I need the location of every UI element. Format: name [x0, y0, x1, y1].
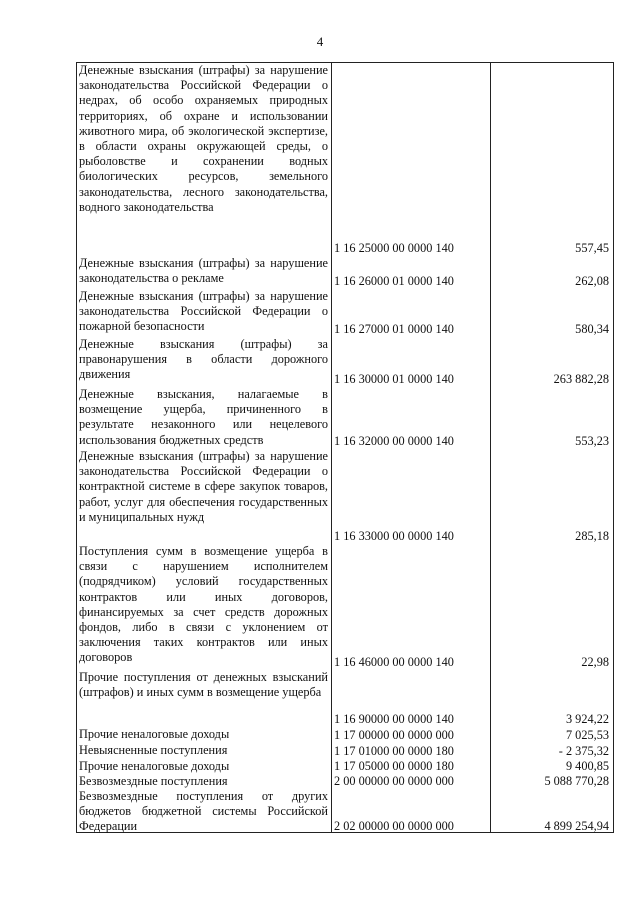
table-row — [77, 289, 613, 337]
row-amount: 9 400,85 — [565, 758, 609, 773]
row-code: 1 16 30000 01 0000 140 — [334, 371, 454, 386]
row-description: Безвозмездные поступления от других бюджетов бюджетной системы Российской Федерации — [79, 789, 328, 834]
row-code: 1 16 27000 01 0000 140 — [334, 321, 454, 336]
row-description: Денежные взыскания (штрафы) за нарушение законодательства Российской Федерации о контрактной системе в сфере закупок товаров, работ, услуг для обеспечения государственных и муниципальных нужд — [79, 449, 328, 524]
row-description: Денежные взыскания (штрафы) за правонарушения в области дорожного движения — [79, 337, 328, 382]
row-description: Прочие неналоговые доходы — [79, 759, 230, 773]
row-description: Прочие поступления от денежных взысканий (штрафов) и иных сумм в возмещение ущерба — [79, 670, 328, 700]
table-row — [77, 789, 613, 834]
row-amount: 3 924,22 — [565, 711, 609, 726]
row-description: Прочие неналоговые доходы — [79, 727, 230, 741]
table-row — [77, 449, 613, 544]
row-code: 1 17 05000 00 0000 180 — [334, 758, 454, 773]
table-row — [77, 727, 613, 743]
row-amount: - 2 375,32 — [558, 743, 609, 758]
row-amount: 7 025,53 — [565, 727, 609, 742]
row-amount: 22,98 — [581, 654, 609, 669]
table-row — [77, 759, 613, 774]
row-description: Поступления сумм в возмещение ущерба в связи с нарушением исполнителем (подрядчиком) условий государственных контрактов или иных договоров, финансируемых за счет средств дорожных фондов, либо в связи с уклонением от заключения таких контрактов или иных договоров — [79, 544, 328, 665]
row-amount: 263 882,28 — [553, 371, 609, 386]
row-code: 1 16 33000 00 0000 140 — [334, 528, 454, 543]
row-description: Денежные взыскания, налагаемые в возмещение ущерба, причиненного в результате незаконного или нецелевого использования бюджетных средств — [79, 387, 328, 447]
row-description: Невыясненные поступления — [79, 743, 228, 757]
table-row — [77, 670, 613, 727]
row-code: 1 16 46000 00 0000 140 — [334, 654, 454, 669]
row-code: 1 16 26000 01 0000 140 — [334, 273, 454, 288]
revenue-table — [76, 62, 614, 833]
table-row — [77, 743, 613, 759]
row-code: 2 00 00000 00 0000 000 — [334, 773, 454, 788]
row-amount: 4 899 254,94 — [544, 818, 609, 833]
table-row — [77, 63, 613, 256]
row-amount: 553,23 — [575, 433, 609, 448]
row-code: 1 16 32000 00 0000 140 — [334, 433, 454, 448]
table-row — [77, 337, 613, 387]
page-number: 4 — [316, 34, 324, 49]
row-code: 1 16 90000 00 0000 140 — [334, 711, 454, 726]
table-row — [77, 544, 613, 670]
row-amount: 5 088 770,28 — [544, 773, 609, 788]
row-code: 2 02 00000 00 0000 000 — [334, 818, 454, 833]
table-row — [77, 774, 613, 789]
row-description: Безвозмездные поступления — [79, 774, 228, 788]
row-code: 1 16 25000 00 0000 140 — [334, 240, 454, 255]
row-description: Денежные взыскания (штрафы) за нарушение законодательства Российской Федерации о пожарной безопасности — [79, 289, 328, 334]
row-description: Денежные взыскания (штрафы) за нарушение законодательства Российской Федерации о недрах, об особо охраняемых природных территориях, об охране и использовании животного мира, об экологической экспертизе, в области охраны окружающей среды, о рыболовстве и сохранении водных биологических ресурсов, земельного законодательства, лесного законодательства, водного законодательства — [79, 63, 328, 214]
row-amount: 285,18 — [575, 528, 609, 543]
table-row — [77, 387, 613, 449]
row-amount: 262,08 — [575, 273, 609, 288]
table-row — [77, 256, 613, 289]
row-amount: 557,45 — [575, 240, 609, 255]
row-amount: 580,34 — [575, 321, 609, 336]
row-code: 1 17 01000 00 0000 180 — [334, 743, 454, 758]
row-code: 1 17 00000 00 0000 000 — [334, 727, 454, 742]
row-description: Денежные взыскания (штрафы) за нарушение законодательства о рекламе — [79, 256, 328, 286]
